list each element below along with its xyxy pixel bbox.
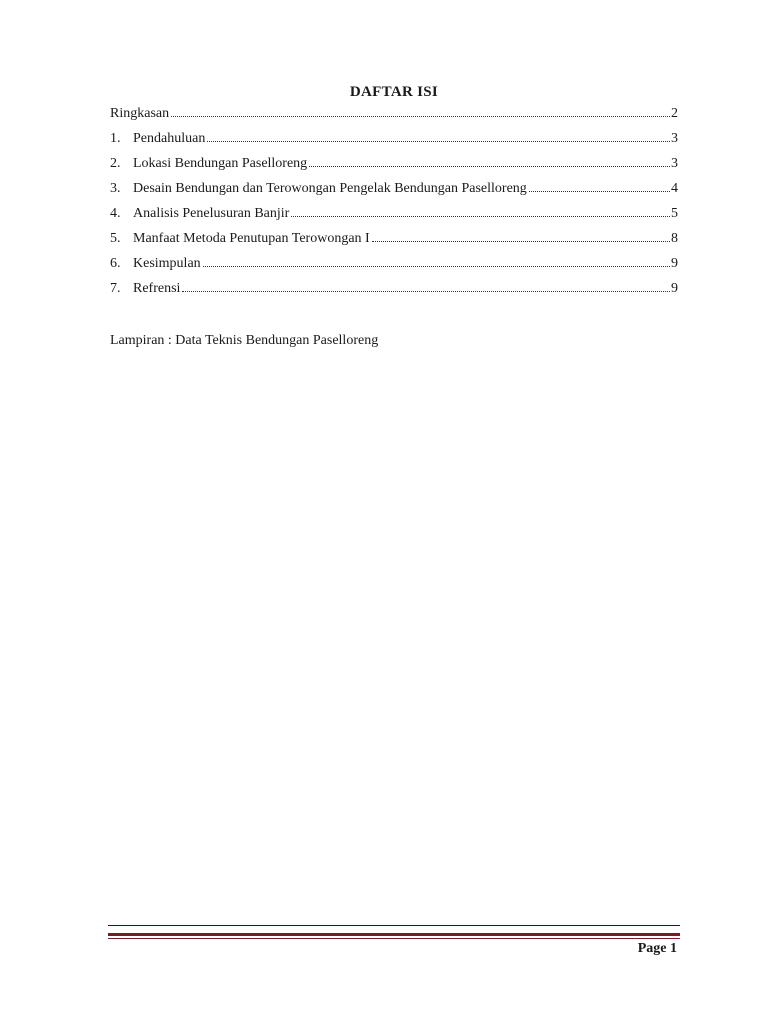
page-number: Page 1 <box>637 941 677 956</box>
toc-entry-number: 4. <box>110 206 121 221</box>
footer-divider-thick <box>108 933 680 936</box>
toc-entry-number: 3. <box>110 181 121 196</box>
toc-entry-refrensi[interactable] <box>110 279 678 304</box>
toc-leader-dots <box>203 265 670 267</box>
toc-leader-dots <box>372 240 670 242</box>
toc-entry-number: 7. <box>110 281 121 296</box>
toc-entry-page: 5 <box>671 206 678 221</box>
toc-entry-analisis[interactable] <box>110 204 678 229</box>
toc-leader-dots <box>291 215 670 217</box>
table-of-contents <box>110 104 678 304</box>
toc-entry-text: Refrensi <box>133 281 181 296</box>
toc-entry-text: Desain Bendungan dan Terowongan Pengelak Bendungan Paselloreng <box>133 181 527 196</box>
appendix-line: Lampiran : Data Teknis Bendungan Paselloreng <box>110 333 379 348</box>
toc-entry-text: Kesimpulan <box>133 256 201 271</box>
toc-entry-page: 9 <box>671 281 678 296</box>
toc-heading: DAFTAR ISI <box>349 84 439 100</box>
toc-entry-number: 5. <box>110 231 121 246</box>
toc-leader-dots <box>207 140 670 142</box>
toc-entry-number: 6. <box>110 256 121 271</box>
toc-entry-page: 8 <box>671 231 678 246</box>
toc-entry-page: 2 <box>671 106 678 121</box>
footer-divider-top <box>108 925 680 926</box>
toc-leader-dots <box>171 115 670 117</box>
toc-entry-manfaat[interactable] <box>110 229 678 254</box>
toc-entry-text: Manfaat Metoda Penutupan Terowongan I <box>133 231 370 246</box>
toc-entry-number: 1. <box>110 131 121 146</box>
toc-leader-dots <box>529 190 670 192</box>
toc-entry-pendahuluan[interactable] <box>110 129 678 154</box>
toc-entry-page: 3 <box>671 131 678 146</box>
toc-entry-ringkasan[interactable] <box>110 104 678 129</box>
toc-entry-text: Analisis Penelusuran Banjir <box>133 206 290 221</box>
toc-entry-kesimpulan[interactable] <box>110 254 678 279</box>
toc-entry-lokasi[interactable] <box>110 154 678 179</box>
toc-leader-dots <box>182 290 670 292</box>
toc-entry-text: Pendahuluan <box>133 131 206 146</box>
toc-entry-page: 9 <box>671 256 678 271</box>
toc-leader-dots <box>309 165 670 167</box>
toc-entry-number: 2. <box>110 156 121 171</box>
toc-entry-page: 3 <box>671 156 678 171</box>
toc-entry-text: Ringkasan <box>110 106 170 121</box>
toc-entry-page: 4 <box>671 181 678 196</box>
footer-divider-bottom <box>108 938 680 939</box>
toc-entry-text: Lokasi Bendungan Paselloreng <box>133 156 308 171</box>
toc-entry-desain[interactable] <box>110 179 678 204</box>
